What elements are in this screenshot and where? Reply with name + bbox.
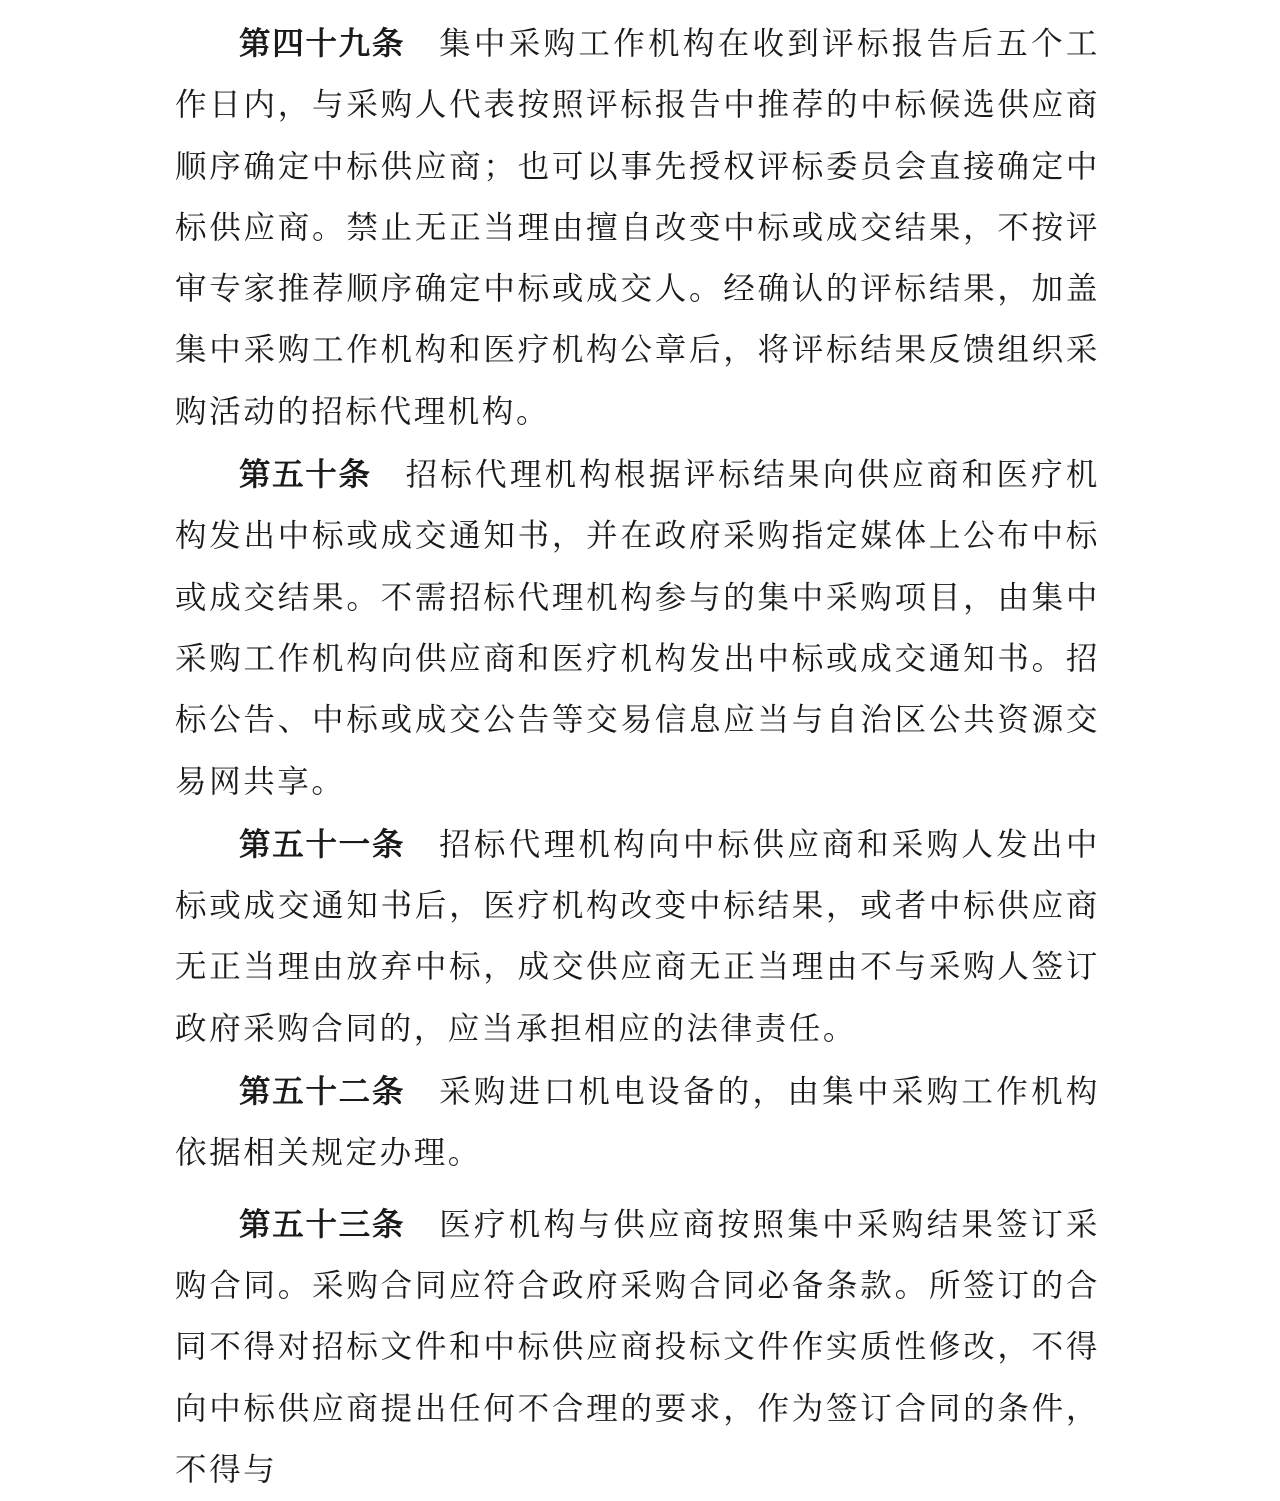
article-text: 集中采购工作机构在收到评标报告后五个工作日内，与采购人代表按照评标报告中推荐的中标候选供应商顺序确定中标供应商；也可以事先授权评标委员会直接确定中标供应商。禁止无正当理由擅自改变中标或成交结果，不按评审专家推荐顺序确定中标或成交人。经确认的评标结果，加盖集中采购工作机构和医疗机构公章后，将评标结果反馈组织采购活动的招标代理机构。	[175, 26, 1100, 430]
article-51	[175, 815, 1100, 1060]
article-number: 第四十九条	[239, 26, 406, 62]
document-page	[175, 14, 1100, 1501]
article-text: 医疗机构与供应商按照集中采购结果签订采购合同。采购合同应符合政府采购合同必备条款。所签订的合同不得对招标文件和中标供应商投标文件作实质性修改，不得向中标供应商提出任何不合理的要求，作为签订合同的条件，不得与	[175, 1206, 1100, 1488]
article-text: 招标代理机构根据评标结果向供应商和医疗机构发出中标或成交通知书，并在政府采购指定媒体上公布中标或成交结果。不需招标代理机构参与的集中采购项目，由集中采购工作机构向供应商和医疗机构发出中标或成交通知书。招标公告、中标或成交公告等交易信息应当与自治区公共资源交易网共享。	[175, 457, 1100, 800]
article-53	[175, 1195, 1100, 1501]
article-52	[175, 1062, 1100, 1185]
article-49	[175, 14, 1100, 443]
article-number: 第五十二条	[239, 1074, 406, 1111]
article-text: 采购进口机电设备的，由集中采购工作机构依据相关规定办理。	[175, 1074, 1100, 1172]
article-number: 第五十条	[239, 457, 372, 494]
article-number: 第五十三条	[239, 1206, 406, 1243]
article-number: 第五十一条	[239, 826, 406, 863]
article-text: 招标代理机构向中标供应商和采购人发出中标或成交通知书后，医疗机构改变中标结果，或者中标供应商无正当理由放弃中标，成交供应商无正当理由不与采购人签订政府采购合同的，应当承担相应的法律责任。	[175, 826, 1100, 1047]
article-50	[175, 445, 1100, 813]
